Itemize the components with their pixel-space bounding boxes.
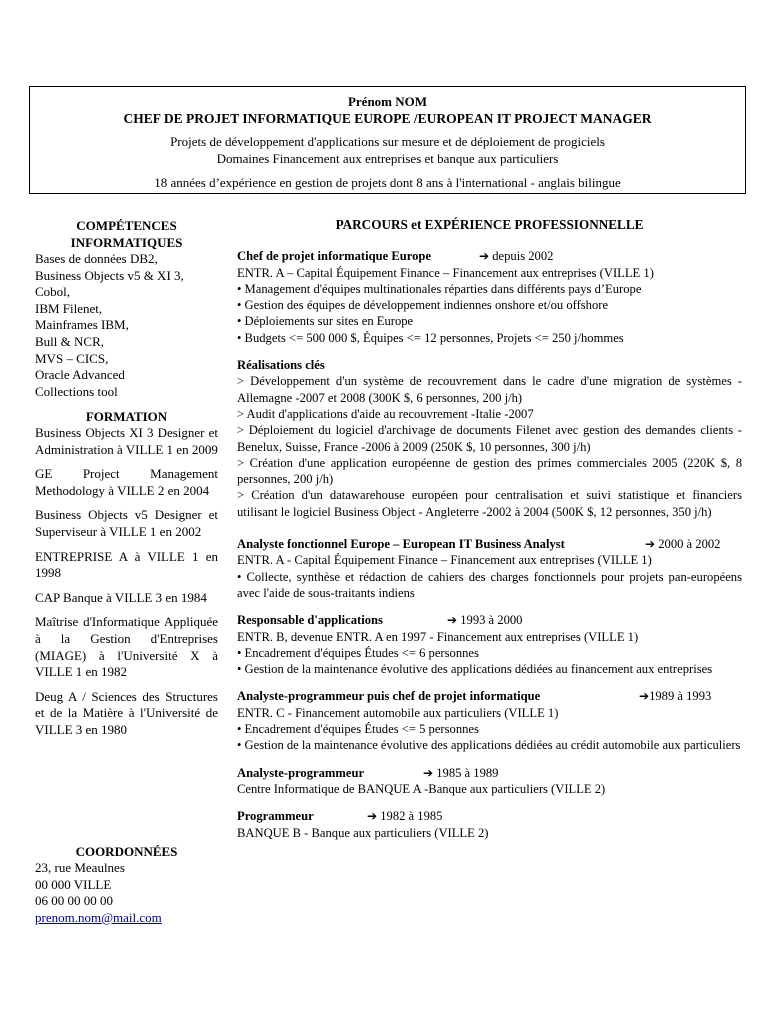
- arrow-icon: ➔: [447, 613, 458, 628]
- arrow-icon: ➔: [367, 809, 378, 824]
- formation-item: GE Project Management Methodology à VILLE 2 en 2004: [35, 466, 218, 498]
- job-entry: [237, 765, 742, 798]
- job-title: Responsable d'applications: [237, 613, 383, 628]
- job-entry: [237, 688, 742, 753]
- formation-item: Business Objects v5 Designer et Superviseur à VILLE 1 en 2002: [35, 507, 218, 539]
- competence-item: Oracle Advanced Collections tool: [35, 367, 125, 399]
- job-title: Analyste-programmeur puis chef de projet informatique: [237, 689, 541, 704]
- job-period: 1989 à 1993: [649, 689, 712, 704]
- candidate-name: Prénom NOM: [347, 94, 428, 109]
- job-bullet: • Encadrement d'équipes Études <= 5 personnes: [237, 722, 479, 737]
- realisation-item: > Création d'un datawarehouse européen pour centralisation et suivi statistique et financiers utilisant le logiciel Business Object - Angleterre -2002 à 2004 (500K $, 12 personnes, 350 j/h): [237, 488, 742, 519]
- competences-section: [35, 217, 218, 400]
- competence-item: IBM Filenet,: [35, 300, 103, 316]
- competence-item: Bull & NCR,: [35, 333, 104, 349]
- competence-item: Bases de données DB2,: [35, 251, 158, 266]
- coordonnees-section: [35, 843, 218, 926]
- realisation-item: > Déploiement du logiciel d'archivage de documents Filenet avec gestion des demandes clients -Benelux, Suisse, France -2006 à 2009 (250K $, 10 personnes, 300 j/h): [237, 423, 742, 454]
- summary-line-2: Domaines Financement aux entreprises et banque aux particuliers: [216, 151, 559, 166]
- arrow-icon: ➔: [479, 249, 490, 264]
- job-company: ENTR. A - Capital Équipement Finance – Financement aux entreprises (VILLE 1): [237, 553, 652, 568]
- job-period: 1982 à 1985: [380, 809, 443, 824]
- job-bullet: • Encadrement d'équipes Études <= 6 personnes: [237, 645, 479, 660]
- summary-line-3: 18 années d’expérience en gestion de projets dont 8 ans à l'international - anglais bilingue: [154, 175, 621, 190]
- competence-item: Cobol,: [35, 284, 71, 300]
- job-entry: [237, 536, 742, 601]
- address: 23, rue Meaulnes: [35, 860, 125, 875]
- city: 00 000 VILLE: [35, 876, 112, 892]
- header-box: [29, 86, 746, 194]
- formation-heading: FORMATION: [85, 409, 168, 424]
- realisation-item: > Audit d'applications d'aide au recouvrement -Italie -2007: [237, 406, 534, 421]
- job-title: Programmeur: [237, 809, 314, 824]
- arrow-icon: ➔: [645, 537, 656, 552]
- job-title: CHEF DE PROJET INFORMATIQUE EUROPE /EUROPEAN IT PROJECT MANAGER: [123, 111, 652, 126]
- job-title: Chef de projet informatique Europe: [237, 249, 432, 264]
- job-company: ENTR. A – Capital Équipement Finance – Financement aux entreprises (VILLE 1): [237, 265, 654, 280]
- job-period: depuis 2002: [492, 249, 554, 264]
- realisation-item: > Création d'une application européenne de gestion des primes commerciales 2005 (220K $, 8 personnes, 200 j/h): [237, 455, 742, 487]
- job-period: 1985 à 1989: [436, 765, 499, 780]
- job-entry: [237, 808, 742, 841]
- arrow-icon: ➔: [639, 689, 650, 704]
- job-bullet: • Management d'équipes multinationales réparties dans différents pays d’Europe: [237, 281, 642, 296]
- job-bullet: • Budgets <= 500 000 $, Équipes <= 12 personnes, Projets <= 250 j/hommes: [237, 330, 624, 345]
- email-link[interactable]: prenom.nom@mail.com: [35, 909, 162, 925]
- job-period: 2000 à 2002: [658, 537, 721, 552]
- job-company: Centre Informatique de BANQUE A -Banque aux particuliers (VILLE 2): [237, 781, 606, 796]
- formation-item: Deug A / Sciences des Structures et de la Matière à l'Université de VILLE 3 en 1980: [35, 688, 218, 737]
- job-entry: [237, 248, 742, 520]
- job-company: ENTR. C - Financement automobile aux particuliers (VILLE 1): [237, 705, 559, 720]
- formation-item: CAP Banque à VILLE 3 en 1984: [35, 589, 207, 605]
- competence-item: Mainframes IBM,: [35, 317, 129, 333]
- arrow-icon: ➔: [423, 765, 434, 780]
- competences-heading: COMPÉTENCES INFORMATIQUES: [70, 218, 183, 250]
- competence-item: MVS – CICS,: [35, 350, 109, 366]
- job-title: Analyste-programmeur: [237, 765, 365, 780]
- formation-section: [35, 408, 218, 739]
- coordonnees-heading: COORDONNÉES: [75, 844, 178, 859]
- job-title: Analyste fonctionnel Europe – European IT Business Analyst: [237, 537, 565, 552]
- phone: 06 00 00 00 00: [35, 893, 113, 909]
- job-bullet: • Gestion de la maintenance évolutive des applications dédiées au crédit automobile aux particuliers: [237, 738, 741, 753]
- job-entry: [237, 612, 742, 677]
- job-bullet: • Collecte, synthèse et rédaction de cahiers des charges fonctionnels pour projets pan-européens avec l'aide de sous-traitants indiens: [237, 569, 742, 600]
- summary-line-1: Projets de développement d'applications sur mesure et de déploiement de progiciels: [170, 134, 605, 149]
- realisations-title: Réalisations clés: [237, 358, 325, 373]
- job-company: ENTR. B, devenue ENTR. A en 1997 - Financement aux entreprises (VILLE 1): [237, 629, 639, 644]
- competence-item: Business Objects v5 & XI 3,: [35, 267, 184, 283]
- formation-item: Business Objects XI 3 Designer et Administration à VILLE 1 en 2009: [35, 425, 218, 457]
- job-company: BANQUE B - Banque aux particuliers (VILLE 2): [237, 825, 489, 840]
- job-bullet: • Gestion des équipes de développement indiennes onshore et/ou offshore: [237, 298, 609, 313]
- parcours-section: [237, 217, 742, 841]
- parcours-heading: PARCOURS et EXPÉRIENCE PROFESSIONNELLE: [335, 217, 644, 232]
- job-bullet: • Gestion de la maintenance évolutive des applications dédiées au financement aux entreprises: [237, 662, 713, 677]
- job-bullet: • Déploiements sur sites en Europe: [237, 314, 414, 329]
- realisation-item: > Développement d'un système de recouvrement dans le cadre d'une migration de systèmes -Allemagne -2007 et 2008 (300K $, 6 personnes, 200 j/h): [237, 374, 742, 405]
- formation-item: ENTREPRISE A à VILLE 1 en 1998: [35, 548, 218, 581]
- job-period: 1993 à 2000: [460, 613, 523, 628]
- formation-item: Maîtrise d'Informatique Appliquée à la Gestion d'Entreprises (MIAGE) à l'Université X à VILLE 1 en 1982: [35, 614, 218, 680]
